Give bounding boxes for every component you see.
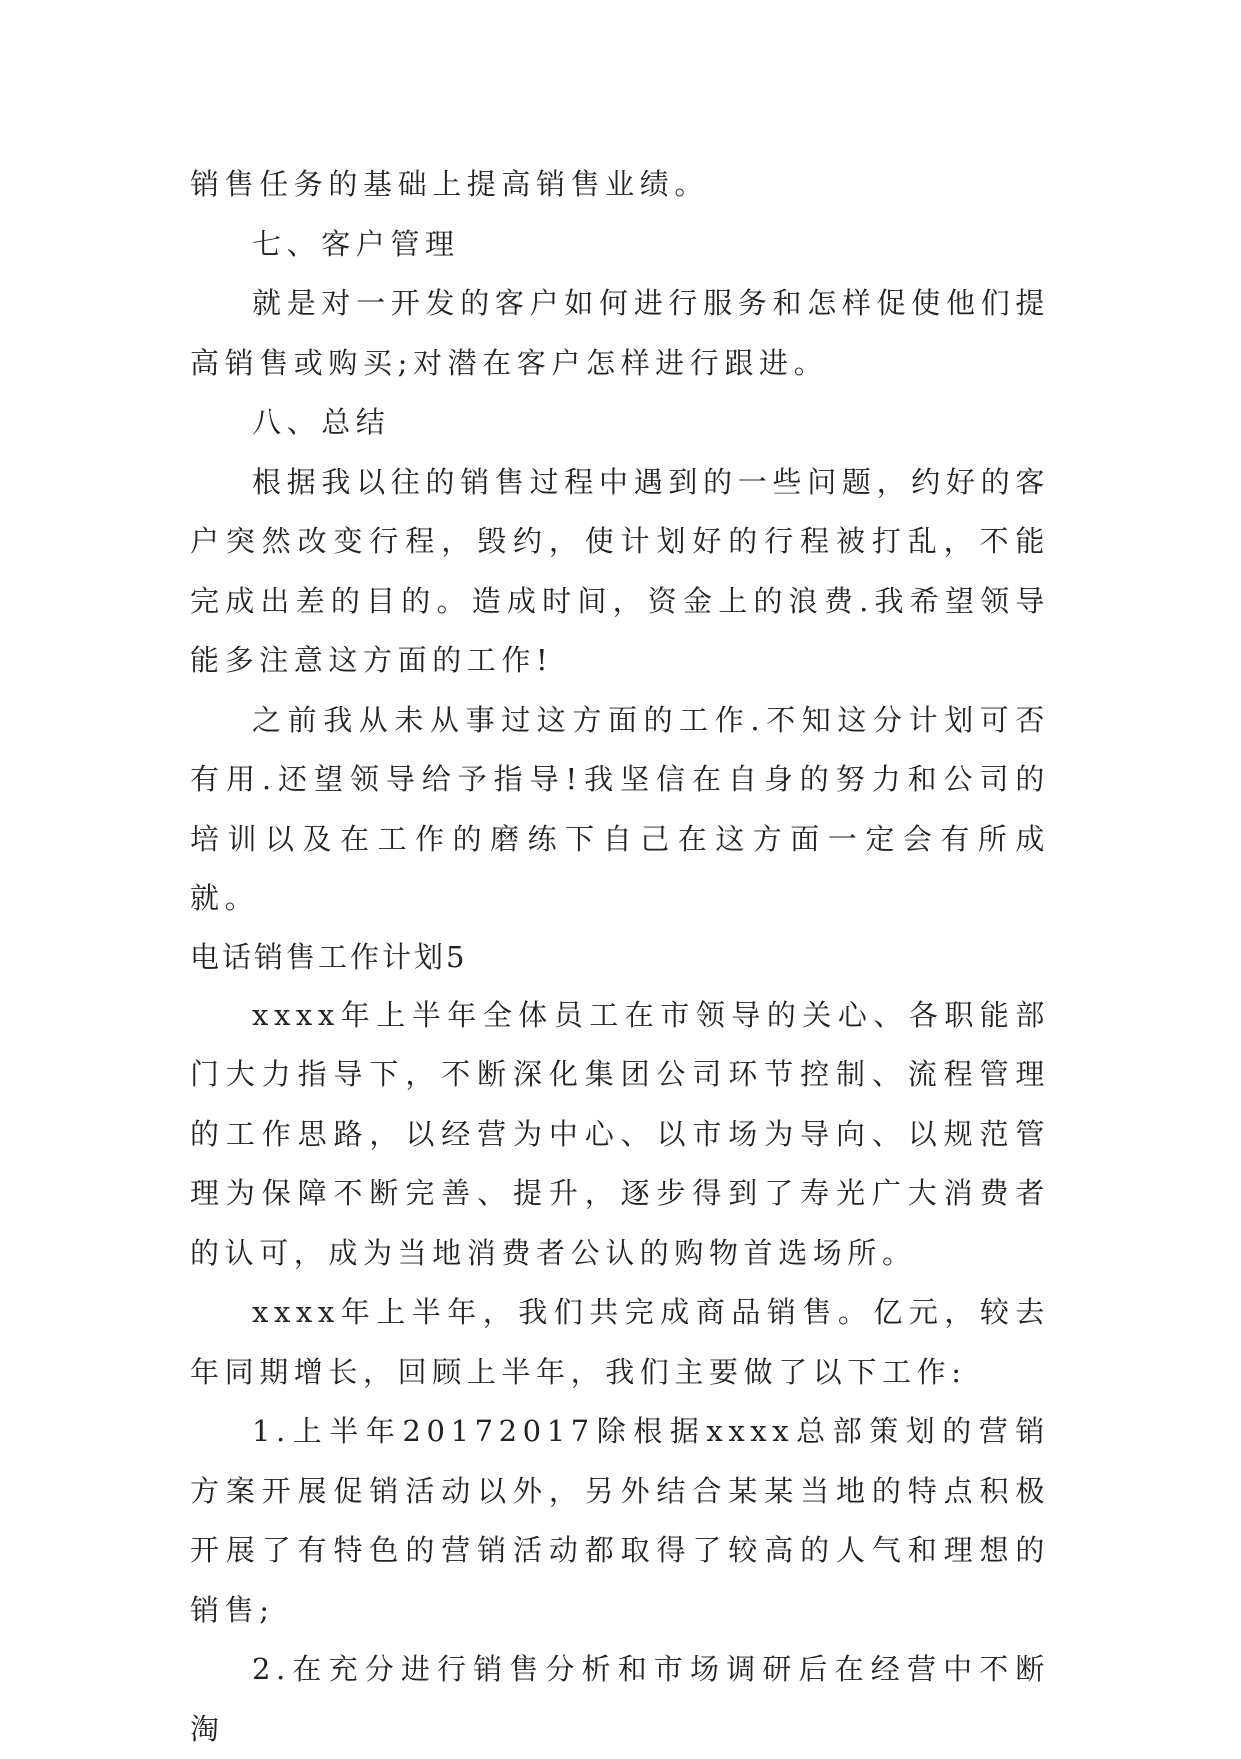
document-title-plan-5: 电话销售工作计划5 <box>190 939 468 974</box>
paragraph-summary-2: 之前我从未从事过这方面的工作.不知这分计划可否有用.还望领导给予指导!我坚信在自身的努力和公司的培训以及在工作的磨练下自己在这方面一定会有所成就。 <box>190 702 1050 915</box>
paragraph-plan5-item-2: 2.在充分进行销售分析和市场调研后在经营中不断淘 <box>190 1652 1050 1746</box>
section-heading-summary: 八、总结 <box>252 405 391 439</box>
section-heading-customer-management: 七、客户管理 <box>252 226 460 261</box>
paragraph-customer-management: 就是对一开发的客户如何进行服务和怎样促使他们提高销售或购买;对潜在客户怎样进行跟进。 <box>190 286 1050 380</box>
paragraph-plan5-sales: xxxx年上半年，我们共完成商品销售。亿元，较去年同期增长，回顾上半年，我们主要做了以下工作: <box>190 1295 1050 1389</box>
paragraph-plan5-intro: xxxx年上半年全体员工在市领导的关心、各职能部门大力指导下，不断深化集团公司环节控制、流程管理的工作思路，以经营为中心、以市场为导向、以规范管理为保障不断完善、提升，逐步得到了寿光广大消费者的认可，成为当地消费者公认的购物首选场所。 <box>190 997 1050 1270</box>
paragraph-summary-1: 根据我以往的销售过程中遇到的一些问题，约好的客户突然改变行程，毁约，使计划好的行程被打乱，不能完成出差的目的。造成时间，资金上的浪费.我希望领导能多注意这方面的工作! <box>190 464 1050 677</box>
paragraph-continuation: 销售任务的基础上提高销售业绩。 <box>190 167 710 201</box>
paragraph-plan5-item-1: 1.上半年20172017除根据xxxx总部策划的营销方案开展促销活动以外，另外结合某某当地的特点积极开展了有特色的营销活动都取得了较高的人气和理想的销售; <box>190 1414 1050 1627</box>
document-page <box>190 155 1050 1759</box>
